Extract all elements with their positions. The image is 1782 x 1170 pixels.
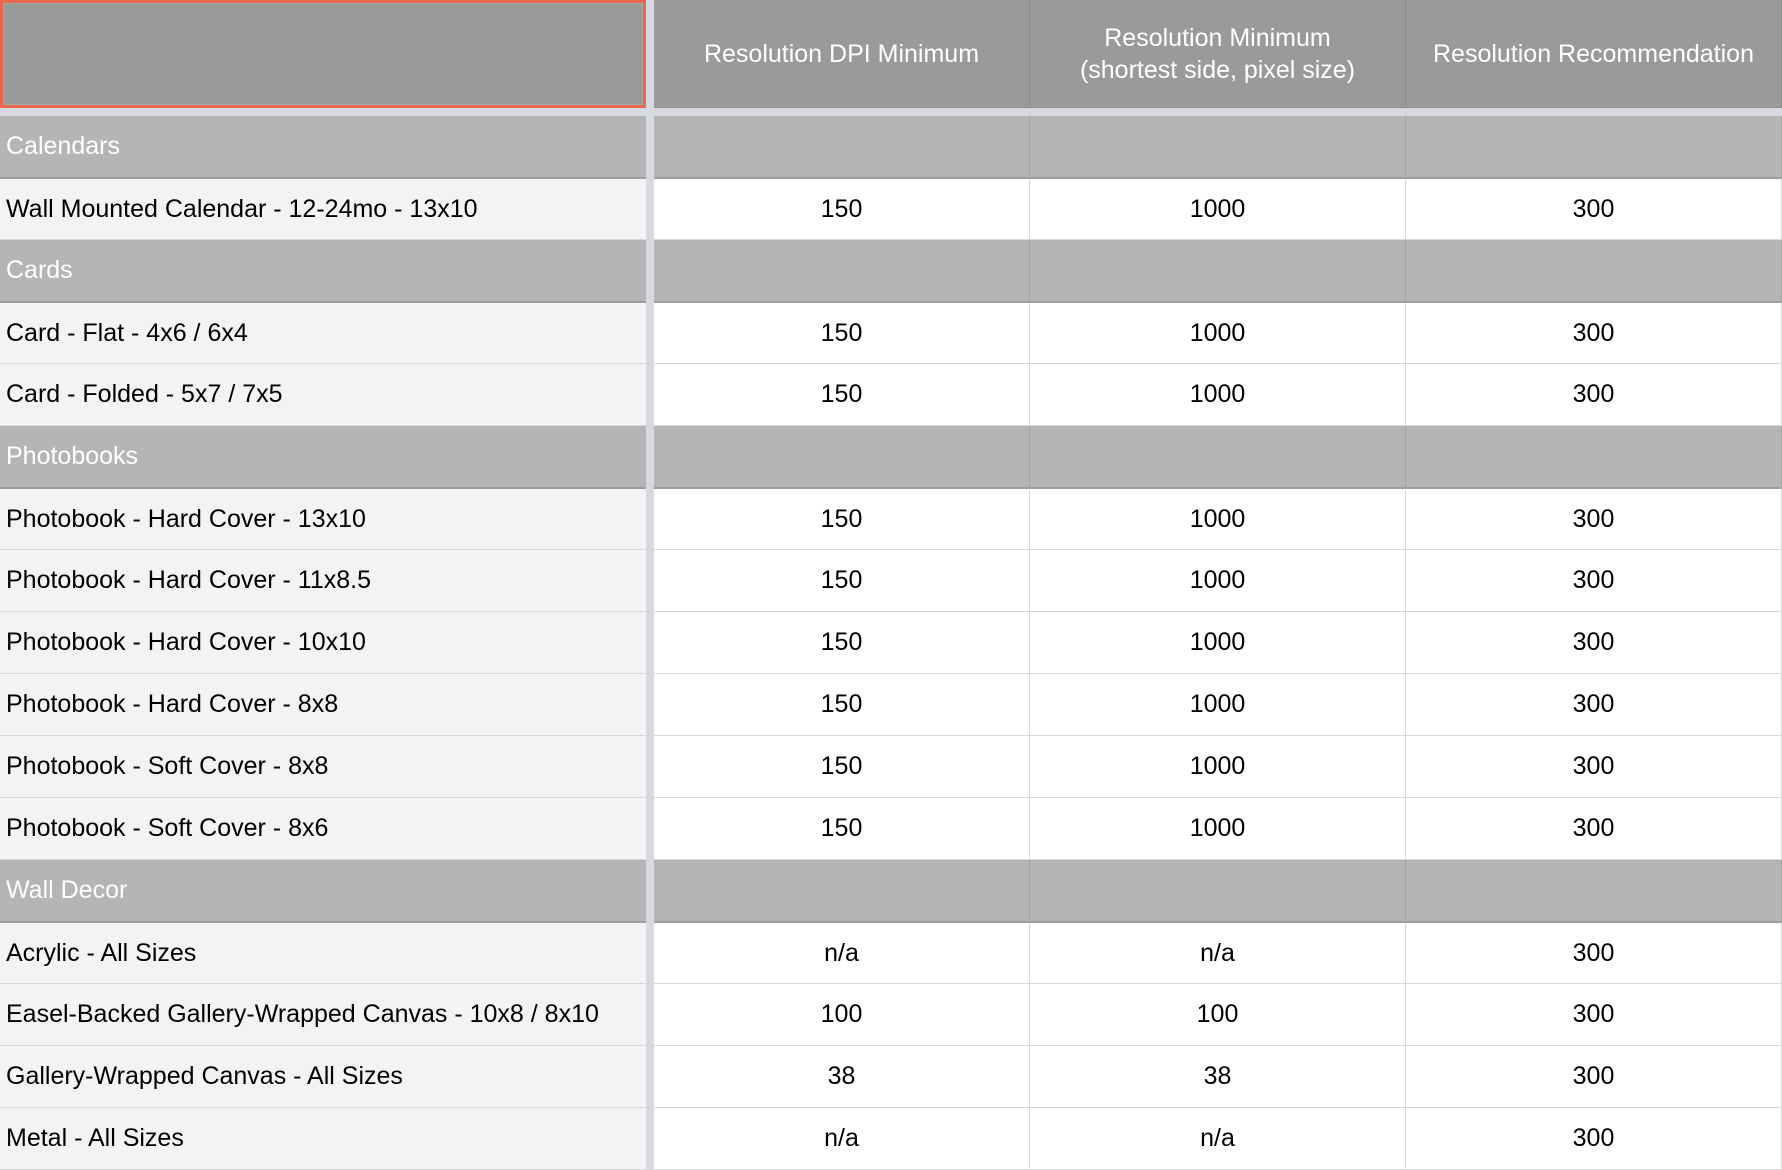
- frozen-column-divider[interactable]: [646, 0, 654, 1170]
- pixel-minimum-cell[interactable]: 1000: [1030, 178, 1406, 240]
- recommendation-cell[interactable]: 300: [1406, 922, 1782, 984]
- category-empty-cell[interactable]: [654, 116, 1030, 178]
- recommendation-cell[interactable]: 300: [1406, 798, 1782, 860]
- frozen-row-divider[interactable]: [0, 108, 1782, 116]
- row-label-cell[interactable]: Metal - All Sizes: [0, 1108, 646, 1170]
- pixel-minimum-cell[interactable]: 1000: [1030, 798, 1406, 860]
- pixel-minimum-cell[interactable]: 1000: [1030, 674, 1406, 736]
- category-empty-cell[interactable]: [1030, 116, 1406, 178]
- row-label-cell[interactable]: Card - Folded - 5x7 / 7x5: [0, 364, 646, 426]
- row-label-cell[interactable]: Acrylic - All Sizes: [0, 922, 646, 984]
- selected-corner-cell[interactable]: [0, 0, 646, 108]
- pixel-minimum-cell[interactable]: n/a: [1030, 922, 1406, 984]
- dpi-minimum-cell[interactable]: 150: [654, 550, 1030, 612]
- row-label-cell[interactable]: Easel-Backed Gallery-Wrapped Canvas - 10x8 / 8x10: [0, 984, 646, 1046]
- dpi-minimum-cell[interactable]: 150: [654, 178, 1030, 240]
- column-header-label: Resolution Recommendation: [1432, 39, 1754, 68]
- row-label-cell[interactable]: Photobook - Soft Cover - 8x6: [0, 798, 646, 860]
- dpi-minimum-cell[interactable]: 150: [654, 674, 1030, 736]
- category-empty-cell[interactable]: [1406, 860, 1782, 922]
- column-header-label: Resolution Minimum (shortest side, pixel size): [1079, 23, 1356, 84]
- pixel-minimum-cell[interactable]: 1000: [1030, 550, 1406, 612]
- row-label-cell[interactable]: Photobook - Hard Cover - 8x8: [0, 674, 646, 736]
- category-empty-cell[interactable]: [654, 426, 1030, 488]
- recommendation-cell[interactable]: 300: [1406, 178, 1782, 240]
- dpi-minimum-cell[interactable]: 150: [654, 364, 1030, 426]
- column-header-recommendation[interactable]: [1406, 0, 1782, 108]
- recommendation-cell[interactable]: 300: [1406, 488, 1782, 550]
- recommendation-cell[interactable]: 300: [1406, 1108, 1782, 1170]
- dpi-minimum-cell[interactable]: 150: [654, 488, 1030, 550]
- category-empty-cell[interactable]: [1030, 426, 1406, 488]
- row-label-cell[interactable]: Photobook - Hard Cover - 13x10: [0, 488, 646, 550]
- pixel-minimum-cell[interactable]: 100: [1030, 984, 1406, 1046]
- category-empty-cell[interactable]: [654, 860, 1030, 922]
- column-header-dpi-minimum[interactable]: [654, 0, 1030, 108]
- pixel-minimum-cell[interactable]: 1000: [1030, 488, 1406, 550]
- category-empty-cell[interactable]: [1406, 240, 1782, 302]
- pixel-minimum-cell[interactable]: 1000: [1030, 364, 1406, 426]
- row-label-cell[interactable]: Card - Flat - 4x6 / 6x4: [0, 302, 646, 364]
- pixel-minimum-cell[interactable]: 1000: [1030, 736, 1406, 798]
- dpi-minimum-cell[interactable]: 150: [654, 736, 1030, 798]
- row-label-cell[interactable]: Photobook - Soft Cover - 8x8: [0, 736, 646, 798]
- column-header-pixel-minimum[interactable]: [1030, 0, 1406, 108]
- category-cell[interactable]: Wall Decor: [0, 860, 646, 922]
- row-label-cell[interactable]: Gallery-Wrapped Canvas - All Sizes: [0, 1046, 646, 1108]
- row-label-cell[interactable]: Photobook - Hard Cover - 10x10: [0, 612, 646, 674]
- category-cell[interactable]: Photobooks: [0, 426, 646, 488]
- recommendation-cell[interactable]: 300: [1406, 984, 1782, 1046]
- recommendation-cell[interactable]: 300: [1406, 1046, 1782, 1108]
- category-empty-cell[interactable]: [1030, 860, 1406, 922]
- recommendation-cell[interactable]: 300: [1406, 364, 1782, 426]
- pixel-minimum-cell[interactable]: 1000: [1030, 612, 1406, 674]
- category-empty-cell[interactable]: [654, 240, 1030, 302]
- dpi-minimum-cell[interactable]: n/a: [654, 922, 1030, 984]
- column-header-label: Resolution DPI Minimum: [703, 39, 980, 68]
- category-empty-cell[interactable]: [1406, 426, 1782, 488]
- recommendation-cell[interactable]: 300: [1406, 736, 1782, 798]
- dpi-minimum-cell[interactable]: 150: [654, 302, 1030, 364]
- category-cell[interactable]: Cards: [0, 240, 646, 302]
- dpi-minimum-cell[interactable]: 150: [654, 612, 1030, 674]
- dpi-minimum-cell[interactable]: 100: [654, 984, 1030, 1046]
- category-cell[interactable]: Calendars: [0, 116, 646, 178]
- recommendation-cell[interactable]: 300: [1406, 550, 1782, 612]
- pixel-minimum-cell[interactable]: 38: [1030, 1046, 1406, 1108]
- pixel-minimum-cell[interactable]: n/a: [1030, 1108, 1406, 1170]
- recommendation-cell[interactable]: 300: [1406, 674, 1782, 736]
- dpi-minimum-cell[interactable]: 38: [654, 1046, 1030, 1108]
- category-empty-cell[interactable]: [1030, 240, 1406, 302]
- row-label-cell[interactable]: Wall Mounted Calendar - 12-24mo - 13x10: [0, 178, 646, 240]
- category-empty-cell[interactable]: [1406, 116, 1782, 178]
- row-label-cell[interactable]: Photobook - Hard Cover - 11x8.5: [0, 550, 646, 612]
- pixel-minimum-cell[interactable]: 1000: [1030, 302, 1406, 364]
- dpi-minimum-cell[interactable]: 150: [654, 798, 1030, 860]
- dpi-minimum-cell[interactable]: n/a: [654, 1108, 1030, 1170]
- recommendation-cell[interactable]: 300: [1406, 302, 1782, 364]
- recommendation-cell[interactable]: 300: [1406, 612, 1782, 674]
